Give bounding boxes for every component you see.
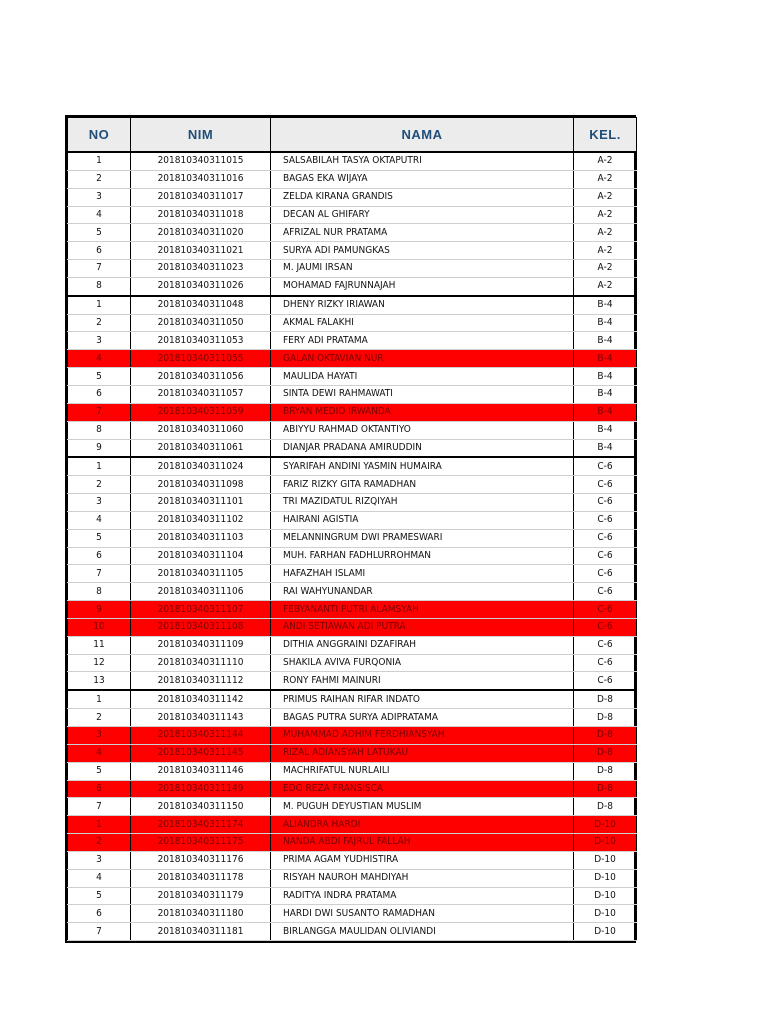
- cell-nim: 201810340311024: [131, 457, 271, 475]
- cell-nim: 201810340311107: [131, 601, 271, 619]
- cell-nim: 201810340311144: [131, 727, 271, 745]
- cell-nama: RONY FAHMI MAINURI: [271, 672, 574, 690]
- table-row: [68, 905, 637, 923]
- cell-nim: 201810340311108: [131, 618, 271, 636]
- cell-nim: 201810340311181: [131, 923, 271, 941]
- cell-no: 2: [68, 170, 131, 188]
- table-row: [68, 421, 637, 439]
- cell-kel: C-6: [574, 547, 637, 565]
- cell-kel: D-8: [574, 780, 637, 798]
- cell-kel: B-4: [574, 403, 637, 421]
- cell-kel: A-2: [574, 170, 637, 188]
- table-row: [68, 834, 637, 852]
- table-row: [68, 188, 637, 206]
- cell-nim: 201810340311178: [131, 869, 271, 887]
- cell-kel: C-6: [574, 476, 637, 494]
- cell-nim: 201810340311102: [131, 511, 271, 529]
- table-header-row: [68, 118, 637, 153]
- data-table: [67, 117, 637, 941]
- cell-nama: PRIMA AGAM YUDHISTIRA: [271, 851, 574, 869]
- cell-nim: 201810340311110: [131, 654, 271, 672]
- cell-nim: 201810340311060: [131, 421, 271, 439]
- cell-nama: DIANJAR PRADANA AMIRUDDIN: [271, 439, 574, 457]
- cell-nama: MUH. FARHAN FADHLURROHMAN: [271, 547, 574, 565]
- cell-nama: NANDA ABDI FAJRUL FALLAH: [271, 834, 574, 852]
- cell-nim: 201810340311142: [131, 690, 271, 708]
- cell-no: 2: [68, 314, 131, 332]
- cell-kel: B-4: [574, 421, 637, 439]
- cell-no: 7: [68, 260, 131, 278]
- cell-nim: 201810340311050: [131, 314, 271, 332]
- table-row: [68, 547, 637, 565]
- cell-nim: 201810340311176: [131, 851, 271, 869]
- cell-no: 1: [68, 457, 131, 475]
- cell-kel: C-6: [574, 601, 637, 619]
- table-row: [68, 709, 637, 727]
- cell-nama: HAFAZHAH ISLAMI: [271, 565, 574, 583]
- cell-kel: B-4: [574, 350, 637, 368]
- cell-nim: 201810340311103: [131, 529, 271, 547]
- cell-no: 2: [68, 476, 131, 494]
- cell-nim: 201810340311112: [131, 672, 271, 690]
- table-row: [68, 923, 637, 941]
- cell-nim: 201810340311057: [131, 385, 271, 403]
- cell-no: 6: [68, 780, 131, 798]
- cell-no: 9: [68, 601, 131, 619]
- table-row: [68, 618, 637, 636]
- cell-no: 1: [68, 816, 131, 834]
- table-row: [68, 224, 637, 242]
- cell-no: 2: [68, 834, 131, 852]
- cell-nim: 201810340311023: [131, 260, 271, 278]
- cell-no: 8: [68, 583, 131, 601]
- cell-nama: MACHRIFATUL NURLAILI: [271, 762, 574, 780]
- cell-nim: 201810340311055: [131, 350, 271, 368]
- cell-kel: D-10: [574, 869, 637, 887]
- cell-nama: SYARIFAH ANDINI YASMIN HUMAIRA: [271, 457, 574, 475]
- cell-nim: 201810340311145: [131, 744, 271, 762]
- cell-kel: D-10: [574, 887, 637, 905]
- cell-nim: 201810340311149: [131, 780, 271, 798]
- cell-kel: A-2: [574, 152, 637, 170]
- cell-nim: 201810340311015: [131, 152, 271, 170]
- cell-nim: 201810340311026: [131, 277, 271, 295]
- cell-nama: GALAN OKTAVIAN NUR: [271, 350, 574, 368]
- cell-nama: PRIMUS RAIHAN RIFAR INDATO: [271, 690, 574, 708]
- table-row: [68, 690, 637, 708]
- table-row: [68, 206, 637, 224]
- cell-nim: 201810340311104: [131, 547, 271, 565]
- cell-nama: MUHAMMAD ADHIM FERDHIANSYAH: [271, 727, 574, 745]
- cell-no: 5: [68, 887, 131, 905]
- cell-kel: C-6: [574, 672, 637, 690]
- cell-kel: B-4: [574, 368, 637, 386]
- table-row: [68, 654, 637, 672]
- cell-nama: MELANNINGRUM DWI PRAMESWARI: [271, 529, 574, 547]
- cell-nim: 201810340311180: [131, 905, 271, 923]
- cell-kel: D-8: [574, 727, 637, 745]
- cell-kel: C-6: [574, 565, 637, 583]
- cell-no: 4: [68, 206, 131, 224]
- table-row: [68, 816, 637, 834]
- cell-nama: DHENY RIZKY IRIAWAN: [271, 296, 574, 314]
- table-row: [68, 332, 637, 350]
- table-body: [68, 152, 637, 941]
- cell-nama: ZELDA KIRANA GRANDIS: [271, 188, 574, 206]
- cell-nama: ANDI SETIAWAN ADI PUTRA: [271, 618, 574, 636]
- cell-nama: AKMAL FALAKHI: [271, 314, 574, 332]
- table-row: [68, 296, 637, 314]
- cell-kel: C-6: [574, 618, 637, 636]
- cell-nama: RISYAH NAUROH MAHDIYAH: [271, 869, 574, 887]
- cell-nama: RADITYA INDRA PRATAMA: [271, 887, 574, 905]
- table-row: [68, 368, 637, 386]
- table-row: [68, 170, 637, 188]
- cell-kel: A-2: [574, 242, 637, 260]
- cell-nim: 201810340311020: [131, 224, 271, 242]
- cell-no: 6: [68, 905, 131, 923]
- cell-kel: B-4: [574, 439, 637, 457]
- cell-nama: SALSABILAH TASYA OKTAPUTRI: [271, 152, 574, 170]
- cell-nama: ALIANDRA HARDI: [271, 816, 574, 834]
- table-row: [68, 780, 637, 798]
- cell-no: 5: [68, 224, 131, 242]
- table-row: [68, 385, 637, 403]
- table-row: [68, 403, 637, 421]
- cell-kel: D-8: [574, 690, 637, 708]
- cell-no: 7: [68, 923, 131, 941]
- table-row: [68, 350, 637, 368]
- cell-no: 5: [68, 762, 131, 780]
- cell-nim: 201810340311053: [131, 332, 271, 350]
- table-row: [68, 511, 637, 529]
- cell-no: 3: [68, 332, 131, 350]
- table-row: [68, 242, 637, 260]
- table-row: [68, 851, 637, 869]
- cell-no: 3: [68, 727, 131, 745]
- cell-no: 1: [68, 690, 131, 708]
- table-row: [68, 744, 637, 762]
- cell-nim: 201810340311056: [131, 368, 271, 386]
- cell-nim: 201810340311174: [131, 816, 271, 834]
- table-row: [68, 439, 637, 457]
- cell-kel: B-4: [574, 332, 637, 350]
- cell-nim: 201810340311146: [131, 762, 271, 780]
- table-row: [68, 762, 637, 780]
- student-group-table: [65, 115, 636, 943]
- cell-no: 8: [68, 277, 131, 295]
- cell-kel: C-6: [574, 494, 637, 512]
- cell-nama: MAULIDA HAYATI: [271, 368, 574, 386]
- cell-no: 10: [68, 618, 131, 636]
- cell-nama: TRI MAZIDATUL RIZQIYAH: [271, 494, 574, 512]
- table-row: [68, 529, 637, 547]
- table-row: [68, 798, 637, 816]
- cell-no: 3: [68, 494, 131, 512]
- cell-kel: C-6: [574, 457, 637, 475]
- column-header-no: NO: [68, 118, 131, 153]
- table-row: [68, 494, 637, 512]
- cell-kel: D-8: [574, 744, 637, 762]
- table-row: [68, 260, 637, 278]
- cell-nama: BAGAS PUTRA SURYA ADIPRATAMA: [271, 709, 574, 727]
- cell-nim: 201810340311143: [131, 709, 271, 727]
- cell-nama: DITHIA ANGGRAINI DZAFIRAH: [271, 636, 574, 654]
- cell-kel: C-6: [574, 529, 637, 547]
- column-header-kel: KEL.: [574, 118, 637, 153]
- cell-nama: AFRIZAL NUR PRATAMA: [271, 224, 574, 242]
- cell-nim: 201810340311150: [131, 798, 271, 816]
- cell-no: 8: [68, 421, 131, 439]
- cell-nama: FARIZ RIZKY GITA RAMADHAN: [271, 476, 574, 494]
- cell-nim: 201810340311016: [131, 170, 271, 188]
- table-row: [68, 277, 637, 295]
- cell-nama: DECAN AL GHIFARY: [271, 206, 574, 224]
- cell-nama: MOHAMAD FAJRUNNAJAH: [271, 277, 574, 295]
- cell-no: 7: [68, 798, 131, 816]
- cell-no: 2: [68, 709, 131, 727]
- cell-nama: SHAKILA AVIVA FURQONIA: [271, 654, 574, 672]
- cell-nama: M. PUGUH DEYUSTIAN MUSLIM: [271, 798, 574, 816]
- cell-nim: 201810340311175: [131, 834, 271, 852]
- cell-no: 6: [68, 547, 131, 565]
- table-row: [68, 583, 637, 601]
- column-header-nama: NAMA: [271, 118, 574, 153]
- cell-no: 7: [68, 403, 131, 421]
- cell-nim: 201810340311101: [131, 494, 271, 512]
- cell-kel: B-4: [574, 296, 637, 314]
- cell-nim: 201810340311179: [131, 887, 271, 905]
- cell-no: 13: [68, 672, 131, 690]
- cell-nama: BRYAN MEDIO IRWANDA: [271, 403, 574, 421]
- cell-kel: A-2: [574, 206, 637, 224]
- cell-kel: D-10: [574, 834, 637, 852]
- cell-kel: C-6: [574, 511, 637, 529]
- table-row: [68, 887, 637, 905]
- cell-nim: 201810340311017: [131, 188, 271, 206]
- cell-nim: 201810340311059: [131, 403, 271, 421]
- cell-no: 3: [68, 188, 131, 206]
- cell-no: 5: [68, 529, 131, 547]
- cell-nim: 201810340311061: [131, 439, 271, 457]
- cell-nama: BIRLANGGA MAULIDAN OLIVIANDI: [271, 923, 574, 941]
- cell-no: 4: [68, 511, 131, 529]
- cell-nama: HARDI DWI SUSANTO RAMADHAN: [271, 905, 574, 923]
- cell-kel: A-2: [574, 277, 637, 295]
- cell-no: 5: [68, 368, 131, 386]
- cell-kel: A-2: [574, 260, 637, 278]
- cell-kel: A-2: [574, 188, 637, 206]
- cell-no: 11: [68, 636, 131, 654]
- cell-nama: RAI WAHYUNANDAR: [271, 583, 574, 601]
- table-row: [68, 727, 637, 745]
- table-row: [68, 476, 637, 494]
- cell-no: 4: [68, 744, 131, 762]
- cell-kel: D-10: [574, 851, 637, 869]
- cell-no: 7: [68, 565, 131, 583]
- cell-no: 1: [68, 296, 131, 314]
- cell-kel: D-8: [574, 798, 637, 816]
- cell-kel: D-10: [574, 816, 637, 834]
- cell-kel: B-4: [574, 314, 637, 332]
- cell-nama: RIZAL ADIANSYAH LATUKAU: [271, 744, 574, 762]
- cell-kel: C-6: [574, 654, 637, 672]
- cell-kel: B-4: [574, 385, 637, 403]
- cell-no: 3: [68, 851, 131, 869]
- cell-nama: HAIRANI AGISTIA: [271, 511, 574, 529]
- cell-no: 4: [68, 350, 131, 368]
- cell-nim: 201810340311109: [131, 636, 271, 654]
- cell-nama: BAGAS EKA WIJAYA: [271, 170, 574, 188]
- cell-nama: SINTA DEWI RAHMAWATI: [271, 385, 574, 403]
- cell-nama: FERY ADI PRATAMA: [271, 332, 574, 350]
- cell-nama: M. JAUMI IRSAN: [271, 260, 574, 278]
- cell-no: 6: [68, 385, 131, 403]
- cell-kel: D-10: [574, 923, 637, 941]
- cell-nama: FEBYANANTI PUTRI ALAMSYAH: [271, 601, 574, 619]
- cell-no: 1: [68, 152, 131, 170]
- table-row: [68, 457, 637, 475]
- cell-kel: D-8: [574, 762, 637, 780]
- cell-nim: 201810340311106: [131, 583, 271, 601]
- cell-kel: A-2: [574, 224, 637, 242]
- cell-nim: 201810340311048: [131, 296, 271, 314]
- cell-nim: 201810340311105: [131, 565, 271, 583]
- table-row: [68, 565, 637, 583]
- cell-no: 9: [68, 439, 131, 457]
- table-row: [68, 601, 637, 619]
- cell-nim: 201810340311021: [131, 242, 271, 260]
- cell-kel: D-8: [574, 709, 637, 727]
- cell-nama: EDO REZA FRANSISCA: [271, 780, 574, 798]
- cell-no: 12: [68, 654, 131, 672]
- cell-kel: D-10: [574, 905, 637, 923]
- cell-kel: C-6: [574, 583, 637, 601]
- cell-nim: 201810340311098: [131, 476, 271, 494]
- cell-nama: ABIYYU RAHMAD OKTANTIYO: [271, 421, 574, 439]
- cell-no: 4: [68, 869, 131, 887]
- cell-nim: 201810340311018: [131, 206, 271, 224]
- cell-no: 6: [68, 242, 131, 260]
- table-row: [68, 636, 637, 654]
- table-row: [68, 152, 637, 170]
- table-row: [68, 314, 637, 332]
- cell-kel: C-6: [574, 636, 637, 654]
- cell-nama: SURYA ADI PAMUNGKAS: [271, 242, 574, 260]
- column-header-nim: NIM: [131, 118, 271, 153]
- table-row: [68, 869, 637, 887]
- table-row: [68, 672, 637, 690]
